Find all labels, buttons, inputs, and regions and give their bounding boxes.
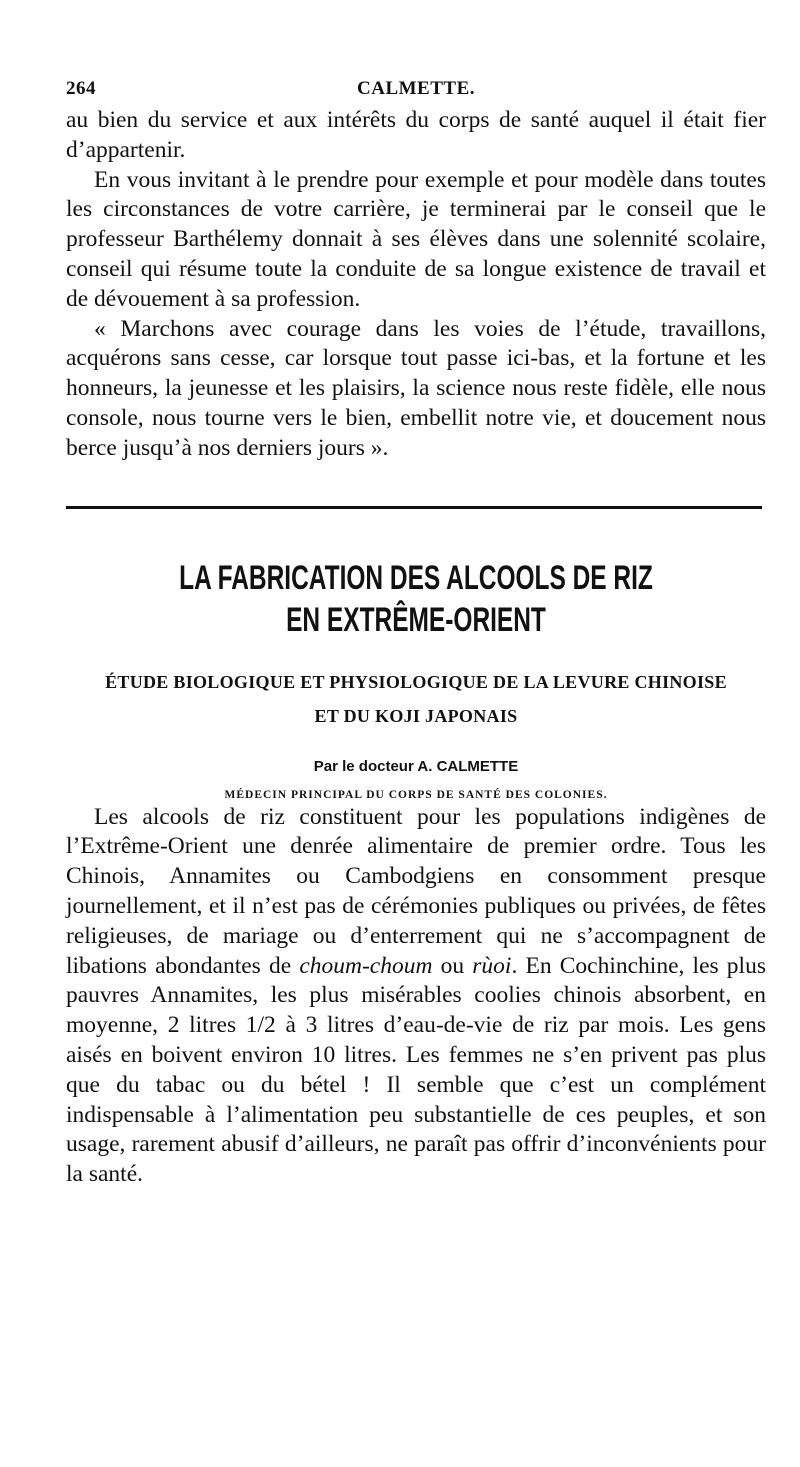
paragraph-quotation: « Marchons avec courage dans les voies de l’étude, travaillons, acquérons sans cesse, car lorsque tout passe ici-bas, et la fortune et les honneurs, la jeunesse et les plaisirs, la science nous reste fidèle, elle nous console, nous tourne vers le bien, embellit notre vie, et doucement nous berce jusqu’à nos derniers jours ». xyxy=(66,315,766,461)
article-body-paragraph xyxy=(66,803,766,1190)
term-ruoi: rùoi xyxy=(472,952,512,979)
article-title-line-1: LA FABRICATION DES ALCOOLS DE RIZ xyxy=(179,558,653,597)
article-title xyxy=(164,557,668,641)
article-subtitle-line-2: ET DU KOJI JAPONAIS xyxy=(314,705,518,726)
paragraph-invitation: En vous invitant à le prendre pour exemple et pour modèle dans toutes les circonstances de votre carrière, je terminerai par le conseil que le professeur Barthélemy donnait à ses élèves dans une solennité scolaire, conseil qui résume toute la conduite de sa longue existence de travail et de dévouement à sa profession. xyxy=(66,166,766,312)
page-number: 264 xyxy=(66,78,96,99)
article-subtitle-line-1: ÉTUDE BIOLOGIQUE ET PHYSIOLOGIQUE DE LA LEVURE CHINOISE xyxy=(105,671,727,692)
body-text-part-2: . En Cochinchine, les plus pauvres Annamites, les plus misérables coolies chinois absorbent, en moyenne, 2 litres 1/2 à 3 litres d’eau-de-vie de riz par mois. Les gens aisés en boivent environ 10 litres. Les femmes ne s’en privent pas plus que du tabac ou du bétel ! Il semble que c’est un complément indispensable à l’alimentation peu substantielle de ces peuples, et son usage, rarement abusif d’ailleurs, ne paraît pas offrir d’inconvénients pour la santé. xyxy=(66,952,766,1188)
term-choum-choum: choum-choum xyxy=(299,952,433,979)
running-header xyxy=(66,70,766,106)
article-subtitle xyxy=(66,665,766,733)
article-author: Par le docteur A. CALMETTE xyxy=(313,757,519,775)
article-title-line-2: EN EXTRÊME-ORIENT xyxy=(286,600,546,639)
author-role: MÉDECIN PRINCIPAL DU CORPS DE SANTÉ DES COLONIES. xyxy=(224,788,608,801)
running-title: CALMETTE. xyxy=(357,78,475,99)
book-page xyxy=(66,70,766,1190)
body-text-part-1: Les alcools de riz constituent pour les populations indigènes de l’Extrême-Orient une denrée alimentaire de premier ordre. Tous les Chinois, Annamites ou Cambodgiens en consomment presque journellement, et il n’est pas de cérémonies publiques ou privées, de fêtes religieuses, de mariage ou d’enterrement qui ne s’accompagnent de libations abondantes de xyxy=(66,803,766,979)
section-divider xyxy=(66,506,762,509)
body-connector: ou xyxy=(432,952,473,979)
continued-paragraph: au bien du service et aux intérêts du corps de santé auquel il était fier d’appartenir. xyxy=(66,107,766,163)
